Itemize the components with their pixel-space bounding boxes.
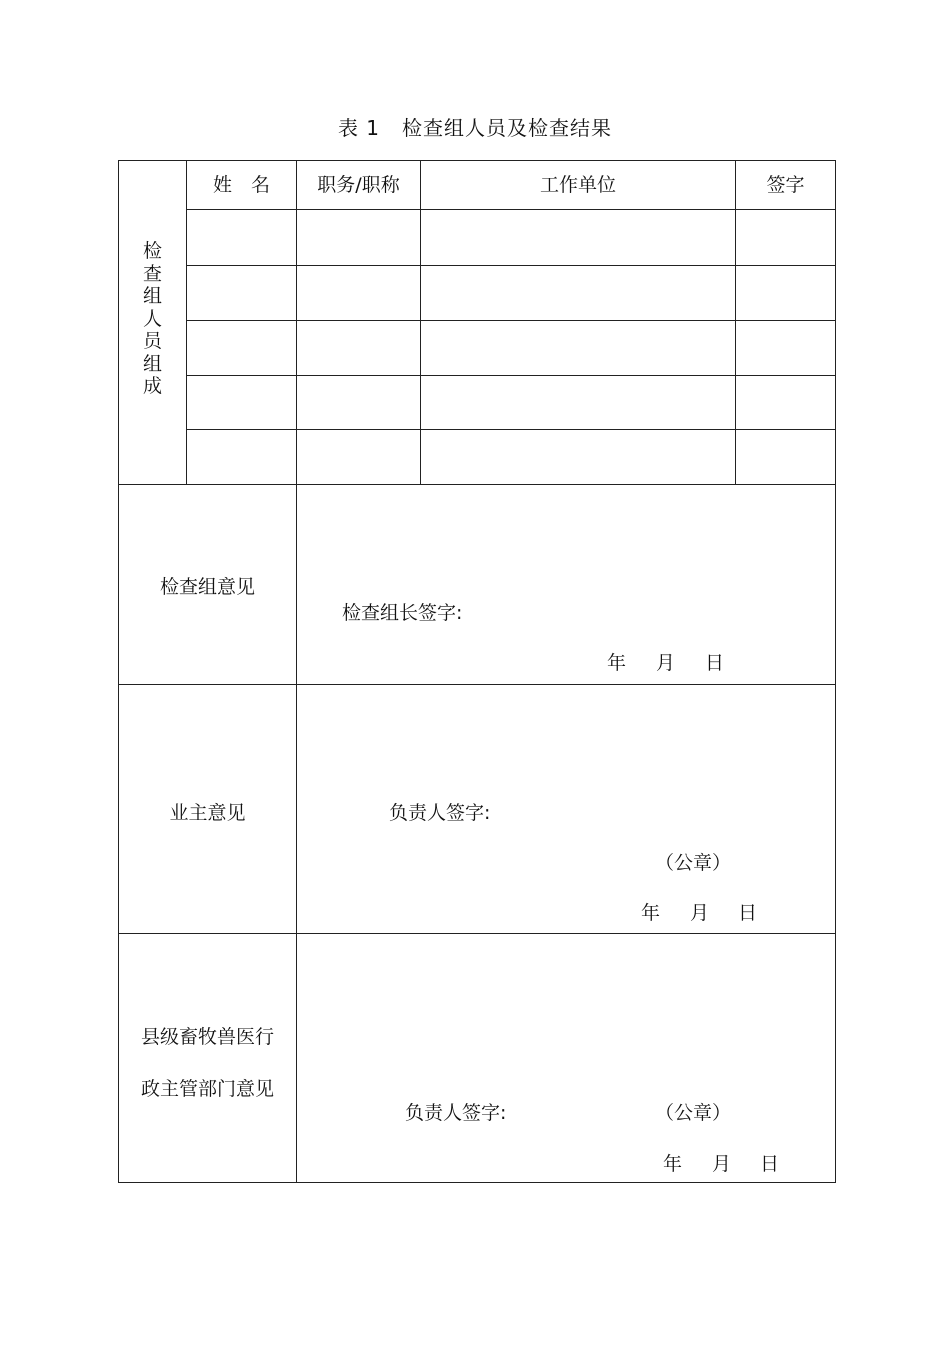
table-border-bottom	[118, 1182, 836, 1183]
dept-date-month: 月	[712, 1153, 732, 1175]
row-line-header	[186, 209, 836, 210]
section-line-group	[118, 484, 836, 485]
group-leader-sign-label: 检查组长签字:	[342, 602, 463, 624]
members-section-label: 检 查 组 人 员 组 成	[142, 240, 162, 397]
group-date-year: 年	[607, 652, 627, 674]
group-opinion-label: 检查组意见	[159, 576, 255, 598]
section-line-owner	[118, 684, 836, 685]
row-line-4	[186, 429, 836, 430]
dept-opinion-label-line2: 政主管部门意见	[140, 1078, 274, 1100]
dept-date-day: 日	[760, 1153, 780, 1175]
owner-date-year: 年	[641, 902, 661, 924]
dept-date-year: 年	[663, 1153, 683, 1175]
owner-date-month: 月	[690, 902, 710, 924]
dept-sign-label: 负责人签字:	[405, 1102, 507, 1124]
table-number: 表 1	[337, 116, 381, 140]
owner-seal: （公章）	[655, 852, 732, 874]
row-line-2	[186, 320, 836, 321]
divider-name-col	[296, 160, 297, 1183]
row-line-1	[186, 265, 836, 266]
table-border-right	[835, 160, 836, 1183]
owner-sign-label: 负责人签字:	[389, 802, 491, 824]
dept-opinion-label-line1: 县级畜牧兽医行	[140, 1026, 274, 1048]
header-name: 姓 名	[212, 174, 270, 196]
table-title-text: 检查组人员及检查结果	[402, 116, 613, 140]
table-title	[0, 112, 950, 141]
header-sign: 签字	[766, 174, 805, 196]
header-unit: 工作单位	[539, 174, 616, 196]
dept-seal: （公章）	[655, 1102, 732, 1124]
row-line-3	[186, 375, 836, 376]
header-title: 职务/职称	[317, 174, 400, 196]
section-line-dept	[118, 933, 836, 934]
group-date-month: 月	[656, 652, 676, 674]
table-border-top	[118, 160, 836, 161]
owner-opinion-label: 业主意见	[169, 802, 246, 824]
owner-date-day: 日	[738, 902, 758, 924]
group-date-day: 日	[705, 652, 725, 674]
